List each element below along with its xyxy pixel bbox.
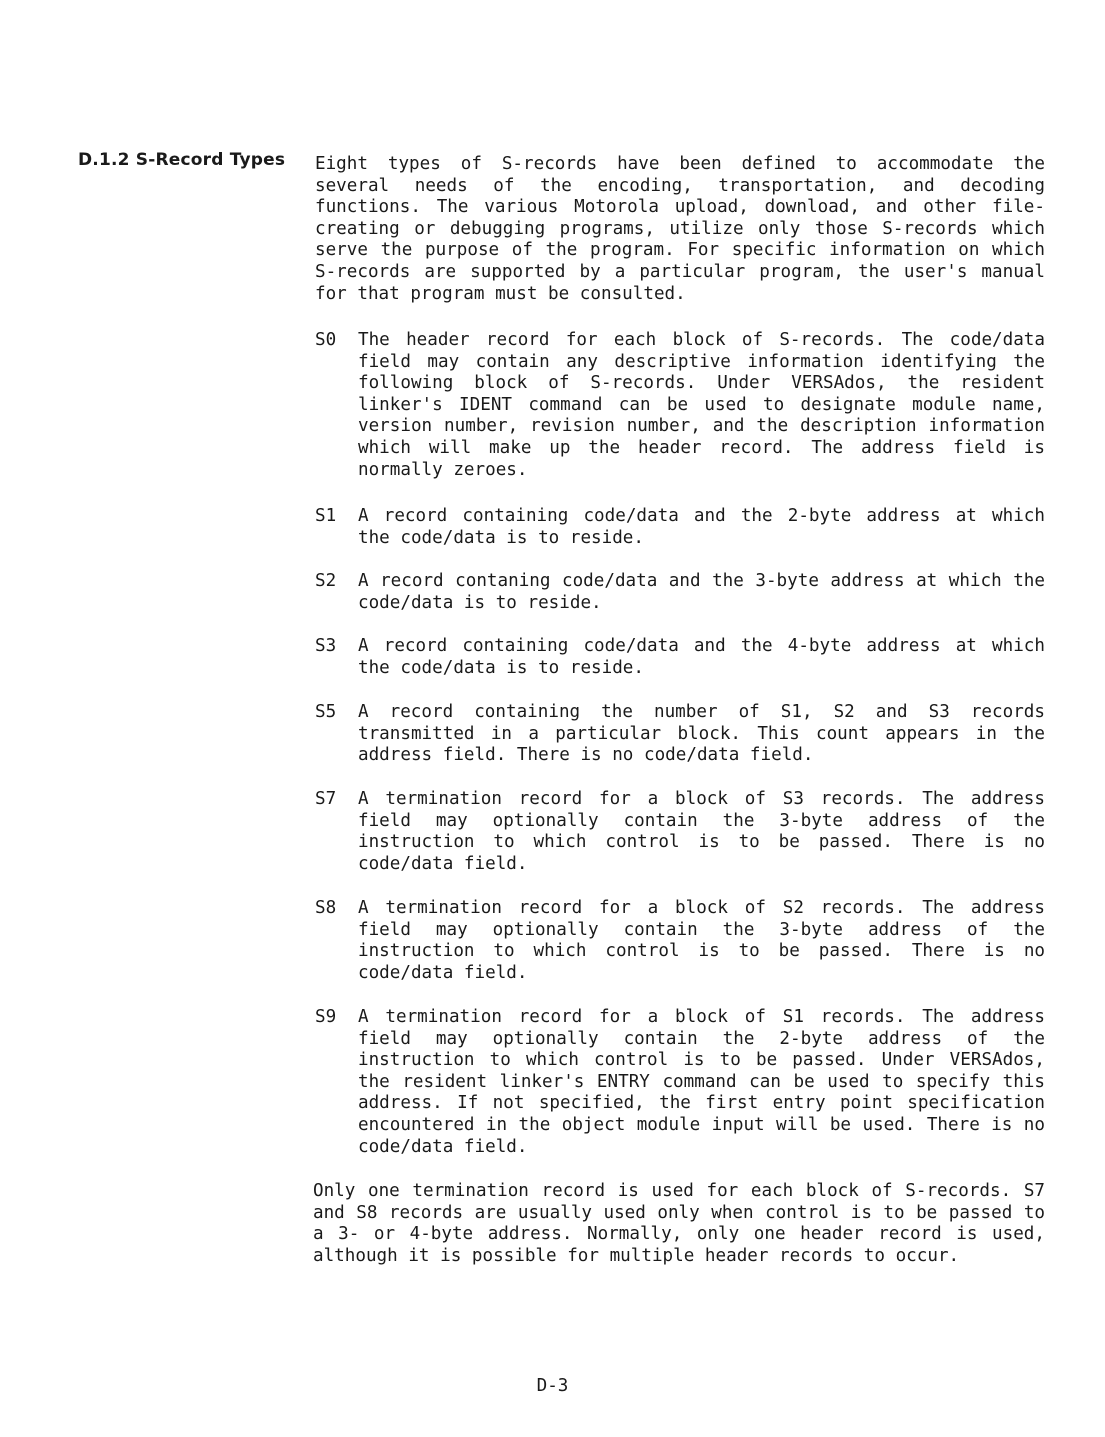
record-entry-s3 bbox=[315, 636, 1045, 679]
record-code: S5 bbox=[315, 702, 337, 722]
record-entry-s0 bbox=[315, 330, 1045, 481]
record-description: A termination record for a block of S1 records. The address field may optionally contain the 2-byte address of the instruction to which control is to be passed. Under VERSAdos, the resident linker's ENTRY command can be used to specify this address. If not specified, the first entry point specification encountered in the object module input will be used. There is no code/data field. bbox=[358, 1007, 1045, 1157]
closing-paragraph: Only one termination record is used for each block of S-records. S7 and S8 records are usually used only when control is to be passed to a 3- or 4-byte address. Normally, only one header record is used, although it is possible for multiple header records to occur. bbox=[313, 1181, 1045, 1266]
record-code: S3 bbox=[315, 636, 337, 656]
page-number: D-3 bbox=[536, 1376, 569, 1396]
record-description: A termination record for a block of S2 records. The address field may optionally contain the 3-byte address of the instruction to which control is to be passed. There is no code/data field. bbox=[358, 898, 1045, 983]
record-code: S1 bbox=[315, 506, 337, 526]
record-code: S8 bbox=[315, 898, 337, 918]
record-description: The header record for each block of S-records. The code/data field may contain any descriptive information identifying the following block of S-records. Under VERSAdos, the resident linker's IDENT command can be used to designate module name, version number, revision number, and the description information which will make up the header record. The address field is normally zeroes. bbox=[358, 330, 1045, 480]
record-description: A record containing code/data and the 4-byte address at which the code/data is to reside. bbox=[358, 636, 1045, 678]
record-code: S9 bbox=[315, 1007, 337, 1027]
record-entry-s7 bbox=[315, 789, 1045, 875]
record-description: A record contaning code/data and the 3-byte address at which the code/data is to reside. bbox=[358, 571, 1045, 613]
record-entry-s5 bbox=[315, 702, 1045, 767]
intro-paragraph: Eight types of S-records have been defined to accommodate the several needs of the encoding, transportation, and decoding functions. The various Motorola upload, download, and other file-creating or debugging programs, utilize only those S-records which serve the purpose of the program. For specific information on which S-records are supported by a particular program, the user's manual for that program must be consulted. bbox=[315, 154, 1045, 304]
record-description: A termination record for a block of S3 records. The address field may optionally contain the 3-byte address of the instruction to which control is to be passed. There is no code/data field. bbox=[358, 789, 1045, 874]
record-description: A record containing the number of S1, S2 and S3 records transmitted in a particular block. This count appears in the address field. There is no code/data field. bbox=[358, 702, 1045, 766]
record-description: A record containing code/data and the 2-byte address at which the code/data is to reside. bbox=[358, 506, 1045, 548]
record-entry-s8 bbox=[315, 898, 1045, 984]
record-entry-s9 bbox=[315, 1007, 1045, 1158]
record-code: S2 bbox=[315, 571, 337, 591]
record-code: S7 bbox=[315, 789, 337, 809]
record-code: S0 bbox=[315, 330, 337, 350]
record-entry-s1 bbox=[315, 506, 1045, 549]
record-entry-s2 bbox=[315, 571, 1045, 614]
section-heading: D.1.2 S-Record Types bbox=[78, 150, 286, 170]
